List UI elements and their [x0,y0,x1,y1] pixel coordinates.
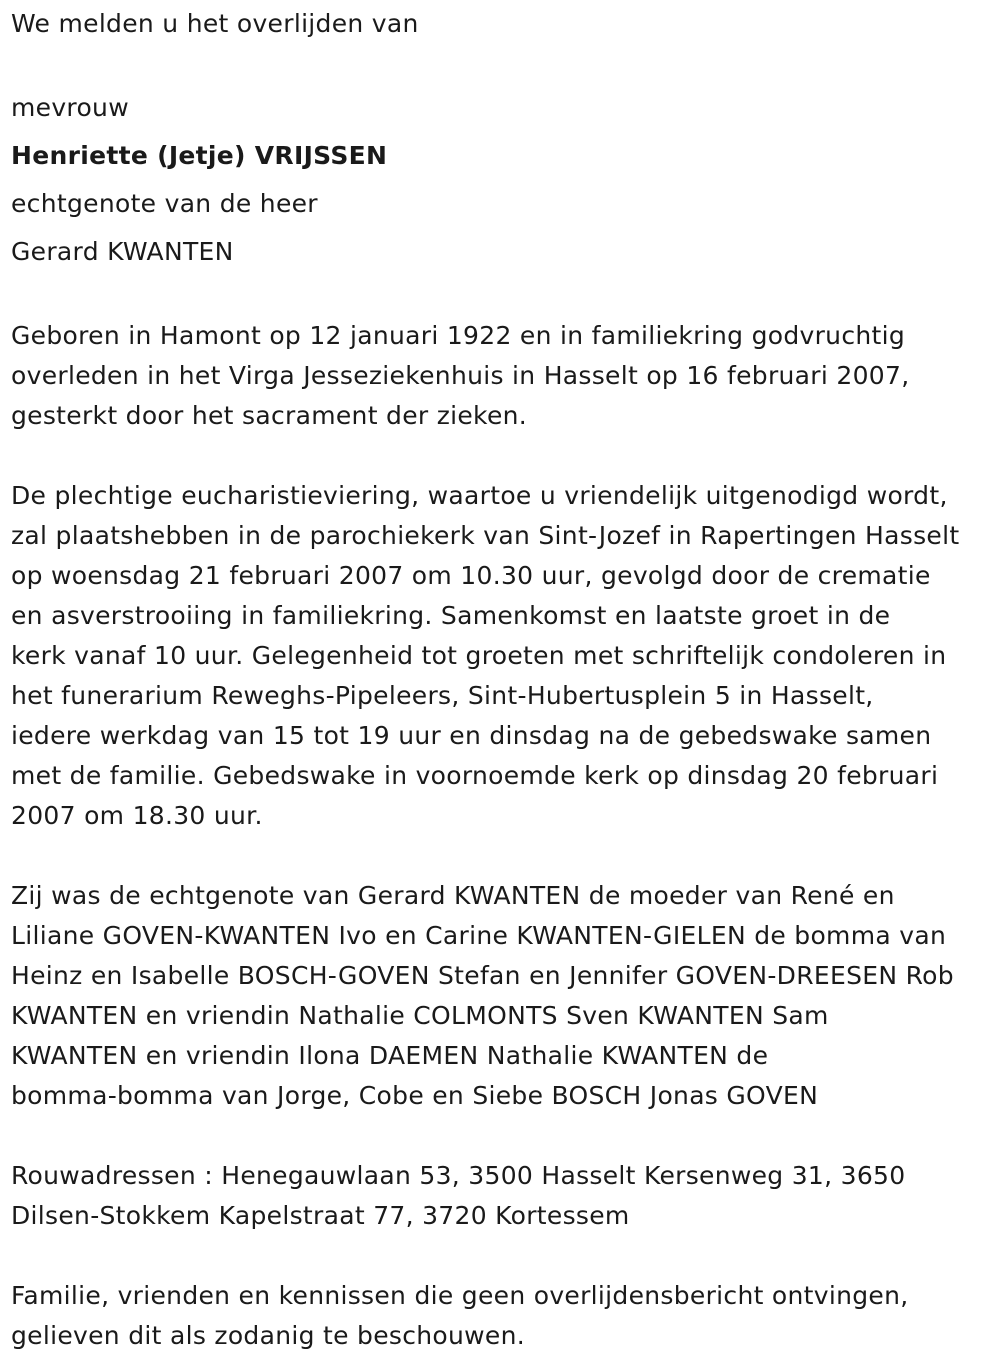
ceremony-line: kerk vanaf 10 uur. Gelegenheid tot groeten met schriftelijk condoleren in [11,641,947,670]
name-block [11,84,996,276]
family-line: Heinz en Isabelle BOSCH-GOVEN Stefan en Jennifer GOVEN-DREESEN Rob [11,961,954,990]
spacer [11,276,996,316]
ceremony-line: op woensdag 21 februari 2007 om 10.30 uur, gevolgd door de crematie [11,561,931,590]
closing-paragraph [11,1276,996,1356]
ceremony-line: De plechtige eucharistieviering, waartoe u vriendelijk uitgenodigd wordt, [11,481,948,510]
ceremony-line: 2007 om 18.30 uur. [11,801,263,830]
family-line: KWANTEN en vriendin Ilona DAEMEN Nathalie KWANTEN de [11,1041,769,1070]
spacer [11,44,996,84]
intro-paragraph [11,4,996,44]
ceremony-paragraph [11,476,996,836]
address-line: Rouwadressen : Henegauwlaan 53, 3500 Hasselt Kersenweg 31, 3650 [11,1161,906,1190]
birth-death-line: Geboren in Hamont op 12 januari 1922 en in familiekring godvruchtig [11,321,906,350]
family-line: Liliane GOVEN-KWANTEN Ivo en Carine KWANTEN-GIELEN de bomma van [11,921,947,950]
closing-line: Familie, vrienden en kennissen die geen overlijdensbericht ontvingen, [11,1281,909,1310]
ceremony-line: iedere werkdag van 15 tot 19 uur en dinsdag na de gebedswake samen [11,721,932,750]
spouse-name: Gerard KWANTEN [11,237,234,266]
family-paragraph [11,876,996,1116]
spouse-intro: echtgenote van de heer [11,189,318,218]
spacer [11,436,996,476]
birth-death-paragraph [11,316,996,436]
addresses-paragraph [11,1156,996,1236]
ceremony-line: met de familie. Gebedswake in voornoemde kerk op dinsdag 20 februari [11,761,939,790]
closing-line: gelieven dit als zodanig te beschouwen. [11,1321,525,1350]
spacer [11,1236,996,1276]
ceremony-line: het funerarium Reweghs-Pipeleers, Sint-Hubertusplein 5 in Hasselt, [11,681,874,710]
ceremony-line: en asverstrooiing in familiekring. Samenkomst en laatste groet in de [11,601,891,630]
title-prefix: mevrouw [11,93,129,122]
family-line: KWANTEN en vriendin Nathalie COLMONTS Sven KWANTEN Sam [11,1001,829,1030]
spacer [11,1116,996,1156]
birth-death-line: overleden in het Virga Jesseziekenhuis in Hasselt op 16 februari 2007, [11,361,910,390]
address-line: Dilsen-Stokkem Kapelstraat 77, 3720 Kortessem [11,1201,630,1230]
birth-death-line: gesterkt door het sacrament der zieken. [11,401,528,430]
intro-text: We melden u het overlijden van [11,9,419,38]
spacer [11,836,996,876]
ceremony-line: zal plaatshebben in de parochiekerk van Sint-Jozef in Rapertingen Hasselt [11,521,960,550]
deceased-name: Henriette (Jetje) VRIJSSEN [11,141,388,170]
family-line: bomma-bomma van Jorge, Cobe en Siebe BOSCH Jonas GOVEN [11,1081,819,1110]
family-line: Zij was de echtgenote van Gerard KWANTEN de moeder van René en [11,881,895,910]
